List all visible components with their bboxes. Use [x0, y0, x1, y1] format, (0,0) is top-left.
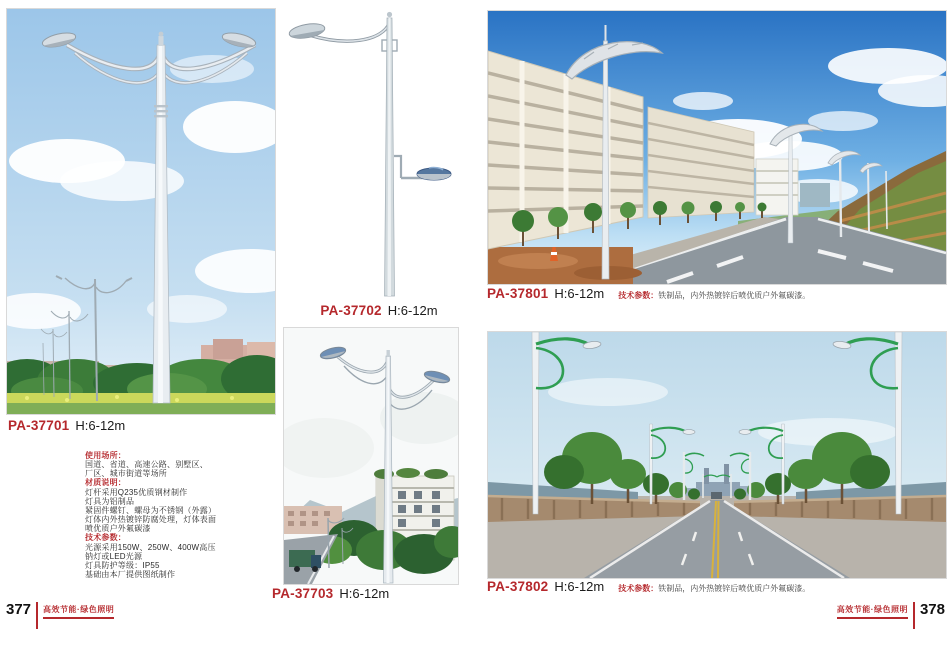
spec-section-title: 使用场所：: [85, 451, 126, 460]
footer-divider: [36, 602, 38, 629]
spec-line: 紧固件螺钉、螺母为不锈钢（外露）: [85, 505, 217, 515]
dirt-ground: [488, 247, 642, 284]
street-scene-crescent-lamps: [488, 11, 946, 284]
model-number: PA-37801: [487, 286, 549, 301]
model-number: PA-37702: [320, 303, 382, 318]
product-photo-pa37703: [283, 327, 459, 585]
mini-spec-text: 铁制品，内外热镀锌后喷优质户外氟碳漆。: [658, 291, 811, 300]
spec-line: 厂区、城市街道等场所: [85, 469, 167, 479]
caption-pa37703: [272, 586, 389, 601]
product-render-single-arm-pole: [283, 2, 475, 302]
product-photo-pa37702: [283, 2, 475, 302]
mini-spec-text: 铁制品，内外热镀锌后喷优质户外氟碳漆。: [658, 584, 811, 593]
spec-line: 钠灯或LED光源: [85, 551, 143, 561]
product-photo-pa37802: [487, 331, 947, 579]
height-spec: H:6-12m: [339, 586, 390, 601]
footer-tagline: 高效节能·绿色照明: [837, 604, 908, 619]
height-spec: H:6-12m: [387, 303, 438, 318]
spec-line: 基础由本厂提供图纸制作: [85, 570, 176, 580]
product-photo-pa37801: [487, 10, 947, 285]
caption-pa37701: [8, 418, 125, 433]
height-spec: H:6-12m: [554, 286, 605, 301]
street-scene-double-arm-lamp: [7, 9, 275, 414]
mini-spec-label: 技术参数：: [618, 584, 659, 593]
model-number: PA-37802: [487, 579, 549, 594]
page-number-right: 378: [919, 601, 945, 618]
caption-pa37702: [283, 303, 475, 318]
page-footer-right: [700, 601, 945, 629]
distant-car: [711, 492, 722, 499]
grass-strip: [7, 403, 275, 414]
spec-line: 喷优质户外氟碳漆: [85, 524, 151, 534]
model-number: PA-37703: [272, 586, 334, 601]
mini-spec: [618, 290, 810, 301]
street-scene-two-arm-lamp: [284, 328, 458, 584]
spec-line: 灯杆采用Q235优质钢材制作: [85, 487, 188, 497]
caption-pa37802: [487, 579, 810, 594]
spec-line: 光源采用150W、250W、400W高压: [85, 542, 216, 552]
spec-section-title: 技术参数：: [85, 533, 126, 543]
page-number-left: 377: [6, 601, 32, 618]
spec-section-title: 材质说明：: [85, 478, 126, 488]
height-spec: H:6-12m: [75, 418, 126, 433]
disc-lamp-head: [417, 168, 451, 180]
height-spec: H:6-12m: [554, 579, 605, 594]
spec-line: 灯具防护等级：IP55: [85, 560, 160, 570]
footer-divider: [913, 602, 915, 629]
spec-line: 灯体内外热镀锌防腐处理，灯体表面: [85, 515, 217, 525]
spec-block: [85, 451, 216, 579]
footer-tagline: 高效节能·绿色照明: [43, 604, 114, 619]
page-footer-left: [6, 601, 114, 629]
product-photo-pa37701: [6, 8, 276, 415]
mini-spec: [618, 583, 810, 594]
spec-line: 国道、省道、高速公路、别墅区、: [85, 460, 208, 470]
model-number: PA-37701: [8, 418, 70, 433]
spec-line: 灯具为铝制品: [85, 496, 135, 506]
avenue-scene-green-arm-lamps: [488, 332, 946, 578]
caption-pa37801: [487, 286, 810, 301]
mini-spec-label: 技术参数：: [618, 291, 659, 300]
